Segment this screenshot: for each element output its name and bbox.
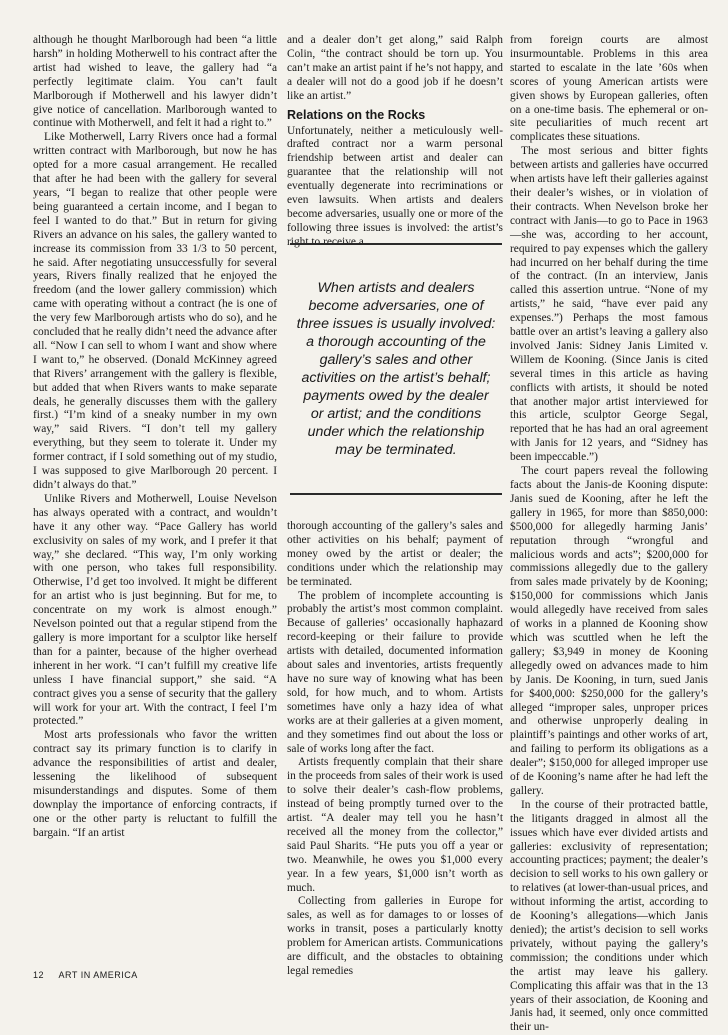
paragraph: Collecting from galleries in Europe for sales, as well as for damages to or losses of works in transit, poses a particularly knotty problem for American artists. Communications are difficult, and the obstacles to obtaining legal remedies	[287, 895, 503, 977]
paragraph: Artists frequently complain that their share in the proceeds from sales of their work is used to solve their dealer’s cash-flow problems, instead of being promptly turned over to the artist. “A dealer may tell you he hasn’t received all the money from the collector,” said Paul Sharits. “He puts you off a year or two. Meanwhile, he owes you $1,000 every year. In a few years, $1,000 isn’t worth as much.	[287, 756, 503, 894]
paragraph: The court papers reveal the following facts about the Janis-de Kooning dispute: Janis sued de Kooning, after he left the gallery in 1965, for more than $850,000: $500,000 for allegedly harming Janis’ reputation through “wrongful and malicious words and acts”; $200,000 for commissions allegedly due to the gallery from sales made privately by de Kooning; $150,000 for commissions which Janis would allegedly have received from sales of works in a planned de Kooning show which was scuttled when he left the gallery; $3,949 in money de Kooning allegedly owed on advances made to him by Janis. De Kooning, in turn, sued Janis for $400,000: $250,000 for the gallery’s alleged “improper sales, unproper prices and otherwise unproperly dealing in plaintiff’s paintings and other works of art, and failing to perform its obligations as a dealer”; $150,000 for alleged improper use of de Kooning’s name after he had left the gallery.	[510, 465, 708, 797]
pull-quote-box	[290, 243, 502, 495]
section-subhead: Relations on the Rocks	[287, 107, 426, 122]
paragraph: from foreign courts are almost insurmountable. Problems in this area started to escalate in the late ’60s when scores of young American artists were given shows by European galleries, often on a one-time basis. The ephemeral or on-site peculiarities of much recent art complicates these situations.	[510, 34, 708, 144]
paragraph: The most serious and bitter fights between artists and galleries have occurred when artists have left their galleries against their dealer’s wishes, or in violation of their contracts. When Nevelson broke her contract with Janis—to go to Pace in 1963—she was, according to her account, required to pay expenses which the gallery had incurred on her behalf during the time of the contract. (In an interview, Janis called this assertion untrue. “None of my artists,” he said, “have ever paid any expenses.”) Perhaps the most famous battle over an artist’s leaving a gallery also involved Janis: Sidney Janis Limited v. Willem de Kooning. (Since Janis is cited several times in this article as having conflicts with artists, it should be noted that another major artist interviewed for this article, sculptor George Segal, reported that he has had an oral agreement with Janis for 12 years, and “Sidney has been impeccable.”)	[510, 145, 708, 464]
article-column-2-bottom	[287, 520, 503, 977]
paragraph: Like Motherwell, Larry Rivers once had a formal written contract with Marlborough, but now he has opted for a more casual arrangement. He recalled that after he had been with the gallery for several years, “I began to realize that other people were being guaranteed a certain income, and I began to feel I wanted to do that.” But in return for giving Rivers an advance on his sales, the gallery wanted to increase its commission from 33 1/3 to 50 percent, he said. After negotiating unsuccessfully for several years, Rivers finally realized that he enjoyed the freedom (and the lower gallery commission) which came with operating without a contract (he is one of the very few Marlborough artists who do so), and he concluded that he really didn’t need the advance after all. “Now I can sell to whom I want and show where I want to,” he observed. (Donald McKinney agreed that Rivers’ arrangement with the gallery is flexible, but added that when Rivers wants to make separate deals, he generally discusses them with the gallery first.) “I’m kind of a sneaky number in my own way,” said Rivers. “I don’t tell my gallery everything, but they seem to tolerate it. Under my former contract, if I sold something out of my studio, I was supposed to give Marlborough 20 percent. I didn’t always do that.”	[33, 131, 277, 491]
paragraph: Unlike Rivers and Motherwell, Louise Nevelson has always operated with a contract, and wouldn’t have it any other way. “Pace Gallery has world exclusivity on sales of my work, and I prefer it that way,” she declared. “This way, I’m only working with one person, who takes full responsibility. Otherwise, I’d get too involved. It might be different for an artist who is just beginning. But for me, to concentrate on my work is almost enough.” Nevelson pointed out that a regular stipend from the gallery is more important for a sculptor like herself than for a painter, because of the higher overhead inherent in her work. “I can’t fulfill my creative life unless I have financial support,” she said. “A contract gives you a sense of security that the gallery will work for your art. With the contract, I feel I’m protected.”	[33, 492, 277, 728]
paragraph: and a dealer don’t get along,” said Ralph Colin, “the contract should be torn up. You can’t make an artist paint if he’s not happy, and a dealer will not do a good job if he doesn’t like an artist.”	[287, 34, 503, 102]
page-number: 12	[33, 970, 45, 980]
paragraph: thorough accounting of the gallery’s sales and other activities on his behalf; payment of money owed by the artist or dealer; the conditions under which the relationship may be terminated.	[287, 520, 503, 588]
paragraph: Unfortunately, neither a meticulously well-drafted contract nor a warm personal friendship between artist and dealer can guarantee that the relationship will not eventually degenerate into recriminations or even lawsuits. When artists and dealers become adversaries, usually one or more of the following three issues is involved: the artist’s right to receive a	[287, 124, 503, 248]
pull-quote-text: When artists and dealers become adversaries, one of three issues is usually involved: a thorough accounting of the gallery’s sales and other activities on the artist’s behalf; payments owed by the dealer or artist; and the conditions under which the relationship may be terminated.	[296, 280, 496, 458]
paragraph: although he thought Marlborough had been “a little harsh” in holding Motherwell to his contract after the artist had wished to leave, the gallery had “a perfectly legitimate claim. You can’t fault Marlborough if Motherwell and his lawyer didn’t give notice of cancellation. Marlborough wanted to continue with Motherwell, and felt it had a right to.”	[33, 34, 277, 130]
paragraph: The problem of incomplete accounting is probably the artist’s most common complaint. Because of galleries’ occasionally haphazard record-keeping or their failure to provide artists with detailed, documented information about sales and inventories, artists frequently have no sure way of knowing what has been sold, for how much, and to whom. Artists sometimes have only a hazy idea of what works are at their galleries at a given moment, and they sometimes find out about the loss or sale of works long after the fact.	[287, 589, 503, 755]
article-column-2-top	[287, 34, 503, 248]
article-column-3	[510, 34, 708, 1034]
paragraph: In the course of their protracted battle, the litigants dragged in almost all the issues which have ever divided artists and galleries: exclusivity of representation; accounting practices; payment; the dealer’s decision to sell works to his own gallery or to relatives (at lower-than-usual prices, and without informing the artist, according to de Kooning’s allegations—which Janis denied); the artist’s decision to sell works privately, without paying the gallery’s commission; the conditions under which the artist may leave his gallery. Complicating this affair was that in the 13 years of their association, de Kooning and Janis had, it seemed, only once committed their un-	[510, 798, 708, 1034]
paragraph: Most arts professionals who favor the written contract say its primary function is to clarify in advance the responsibilities of artist and dealer, lessening the likelihood of subsequent misunderstandings and disputes. Some of them downplay the importance of enforcing contracts, if one or the other party is reluctant to fulfill the bargain. “If an artist	[33, 729, 277, 839]
page-footer	[33, 970, 138, 980]
publication-name: ART IN AMERICA	[58, 970, 138, 980]
article-column-1	[33, 34, 277, 956]
